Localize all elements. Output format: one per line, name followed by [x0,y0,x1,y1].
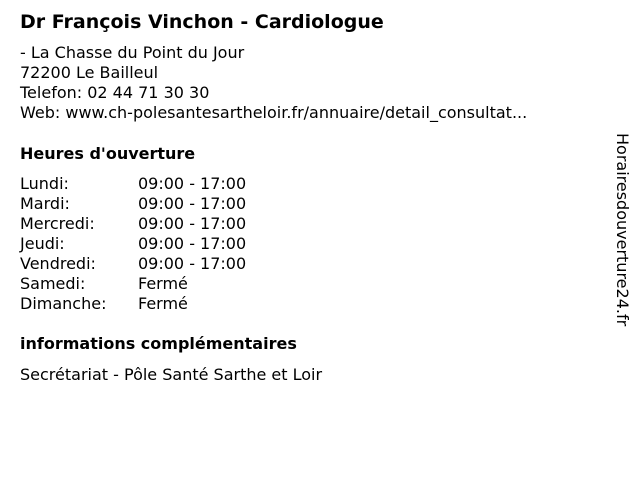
hours-time: Fermé [138,274,188,293]
address-city: 72200 Le Bailleul [20,63,159,82]
hours-day: Lundi: [20,174,69,193]
hours-time: 09:00 - 17:00 [138,234,247,253]
address-street: - La Chasse du Point du Jour [20,43,245,62]
hours-time: 09:00 - 17:00 [138,194,247,213]
hours-time: 09:00 - 17:00 [138,214,247,233]
site-watermark: Horairesdouverture24.fr [613,133,632,327]
hours-time: 09:00 - 17:00 [138,254,247,273]
address-block [20,43,527,123]
website-link[interactable]: Web: www.ch-polesantesartheloir.fr/annuaire/detail_consultat... [20,103,528,122]
hours-time: 09:00 - 17:00 [138,174,247,193]
hours-day: Vendredi: [20,254,96,273]
hours-day: Dimanche: [20,294,107,313]
additional-info-text: Secrétariat - Pôle Santé Sarthe et Loir [20,365,323,384]
hours-day: Mardi: [20,194,70,213]
hours-time: Fermé [138,294,188,313]
additional-info-heading: informations complémentaires [20,334,297,353]
page-title: Dr François Vinchon - Cardiologue [20,11,384,33]
hours-day: Mercredi: [20,214,95,233]
opening-hours-heading: Heures d'ouverture [20,144,196,163]
hours-day: Samedi: [20,274,86,293]
hours-day: Jeudi: [20,234,65,253]
phone-number: Telefon: 02 44 71 30 30 [20,83,210,102]
